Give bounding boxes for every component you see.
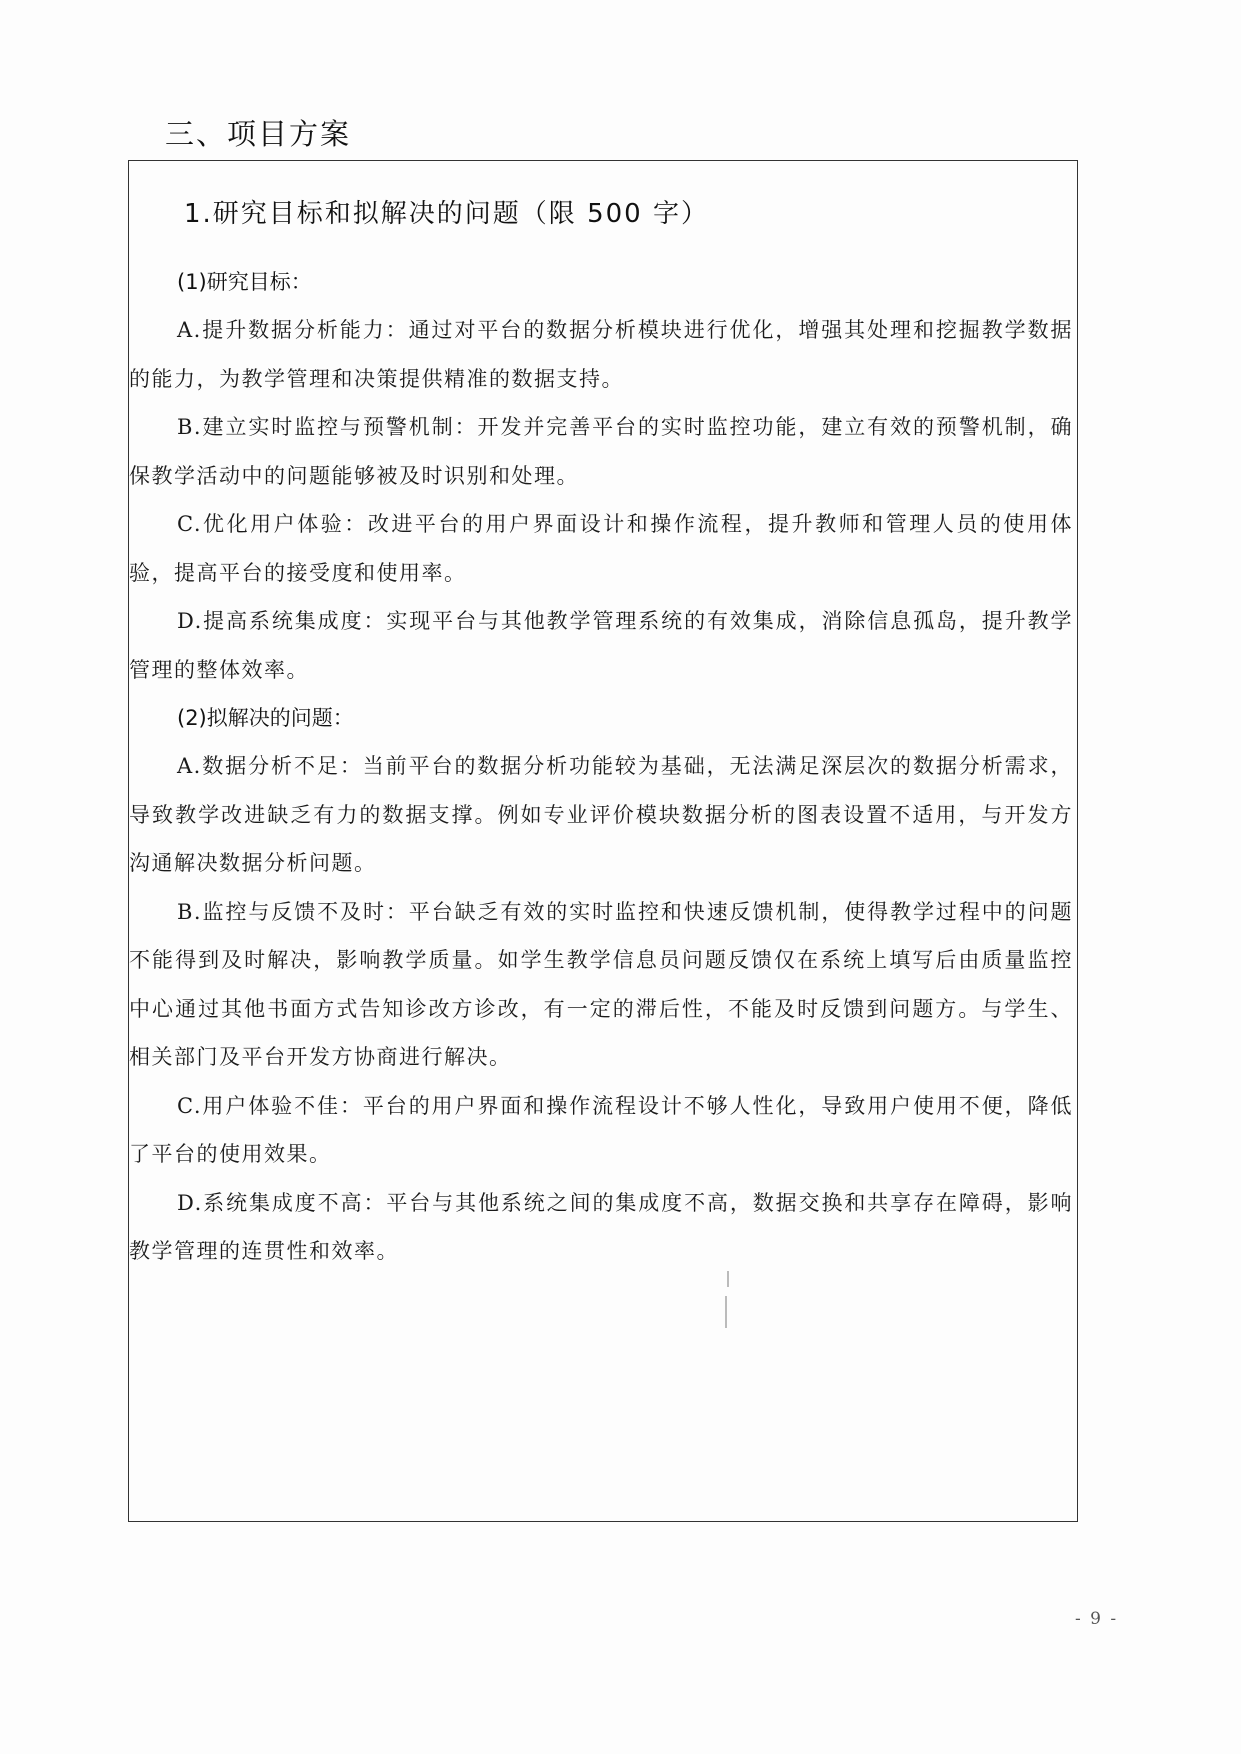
problem-a-paragraph: A.数据分析不足：当前平台的数据分析功能较为基础，无法满足深层次的数据分析需求，导致教学改进缺乏有力的数据支撑。例如专业评价模块数据分析的图表设置不适用，与开发方沟通解决数据分析问题。: [129, 754, 1073, 875]
problem-c-paragraph: C.用户体验不佳：平台的用户界面和操作流程设计不够人性化，导致用户使用不便，降低了平台的使用效果。: [129, 1093, 1073, 1166]
page-number: - 9 -: [1075, 1609, 1119, 1629]
goals-heading: (1)研究目标：: [177, 270, 312, 294]
problem-d-paragraph: D.系统集成度不高：平台与其他系统之间的集成度不高，数据交换和共享存在障碍，影响教学管理的连贯性和效率。: [129, 1190, 1073, 1263]
section-heading: 三、项目方案: [165, 117, 352, 151]
goal-a-paragraph: A.提升数据分析能力：通过对平台的数据分析模块进行优化，增强其处理和挖掘教学数据的能力，为教学管理和决策提供精准的数据支持。: [129, 318, 1073, 391]
goal-d-paragraph: D.提高系统集成度：实现平台与其他教学管理系统的有效集成，消除信息孤岛，提升教学管理的整体效率。: [129, 609, 1073, 682]
goal-b-paragraph: B.建立实时监控与预警机制：开发并完善平台的实时监控功能，建立有效的预警机制，确保教学活动中的问题能够被及时识别和处理。: [129, 415, 1073, 488]
scan-artifact-mark: [727, 1271, 729, 1287]
goal-c-paragraph: C.优化用户体验：改进平台的用户界面设计和操作流程，提升教师和管理人员的使用体验，提高平台的接受度和使用率。: [129, 512, 1073, 585]
problems-heading: (2)拟解决的问题：: [177, 706, 354, 730]
box-content: [129, 258, 1079, 1276]
problem-b-paragraph: B.监控与反馈不及时：平台缺乏有效的实时监控和快速反馈机制，使得教学过程中的问题不能得到及时解决，影响教学质量。如学生教学信息员问题反馈仅在系统上填写后由质量监控中心通过其他书面方式告知诊改方诊改，有一定的滞后性，不能及时反馈到问题方。与学生、相关部门及平台开发方协商进行解决。: [129, 899, 1073, 1069]
scan-artifact-mark: [725, 1296, 727, 1328]
content-box: [128, 160, 1078, 1522]
box-title: 1.研究目标和拟解决的问题（限 500 字）: [184, 199, 709, 229]
